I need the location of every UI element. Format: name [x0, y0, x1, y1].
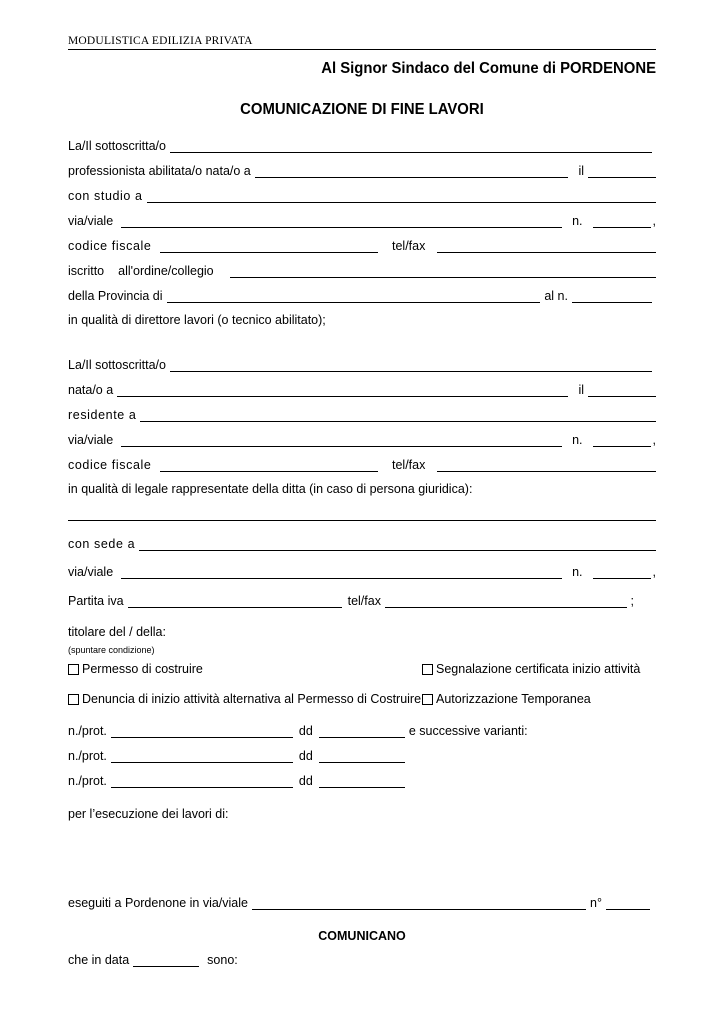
label-prot-1: n./prot. — [68, 724, 107, 738]
label-il-1: il — [578, 164, 584, 178]
row-che-in-data — [68, 952, 268, 969]
row-sede — [68, 536, 656, 553]
label-via-2: via/viale — [68, 433, 114, 447]
field-n-3[interactable] — [593, 565, 651, 579]
option-scia[interactable] — [422, 662, 640, 676]
field-luogo-nascita-2[interactable] — [117, 383, 568, 397]
field-che-in-data[interactable] — [133, 953, 199, 967]
row-prot-1 — [68, 723, 528, 740]
field-n-2[interactable] — [593, 433, 651, 447]
label-prot-3: n./prot. — [68, 774, 107, 788]
label-ordine: all'ordine/collegio — [118, 264, 214, 278]
label-sono: sono: — [207, 953, 238, 967]
field-n-1[interactable] — [593, 214, 651, 228]
field-prot-1[interactable] — [111, 724, 293, 738]
document-title — [0, 101, 724, 119]
option-permesso-label: Permesso di costruire — [82, 662, 203, 676]
row-studio — [68, 188, 656, 205]
semicolon: ; — [630, 594, 634, 608]
field-residente[interactable] — [140, 408, 656, 422]
field-prot-2[interactable] — [111, 749, 293, 763]
field-telfax-1[interactable] — [437, 239, 656, 253]
comma-3: , — [652, 565, 656, 579]
row-via-1 — [68, 213, 656, 230]
addressee: Al Signor Sindaco del Comune di PORDENONE — [321, 60, 656, 77]
row-professionista — [68, 163, 656, 180]
label-codice-1: codice fiscale — [68, 239, 152, 253]
header-text: MODULISTICA EDILIZIA PRIVATA — [68, 35, 253, 47]
field-data-nascita-2[interactable] — [588, 383, 656, 397]
option-scia-label: Segnalazione certificata inizio attività — [436, 662, 641, 676]
field-al-n[interactable] — [572, 289, 652, 303]
label-prot-2: n./prot. — [68, 749, 107, 763]
comunicano-heading: COMUNICANO — [318, 929, 406, 943]
row-piva — [68, 593, 656, 610]
label-eseguiti-num: n° — [590, 896, 602, 910]
label-sottoscritto-2: La/Il sottoscritta/o — [68, 358, 166, 372]
row-sottoscritto-2 — [68, 357, 656, 374]
field-dd-2[interactable] — [319, 749, 405, 763]
field-telfax-3[interactable] — [385, 594, 627, 608]
label-che-in-data: che in data — [68, 953, 130, 967]
esecuzione-label: per l’esecuzione dei lavori di: — [68, 807, 229, 821]
label-nata: nata/o a — [68, 383, 114, 397]
label-varianti: e successive varianti: — [408, 724, 528, 738]
field-piva[interactable] — [128, 594, 342, 608]
field-ordine[interactable] — [230, 264, 656, 278]
field-eseguiti-via[interactable] — [252, 896, 586, 910]
row-sottoscritto-1 — [68, 138, 656, 155]
label-codice-2: codice fiscale — [68, 458, 152, 472]
label-dd-1: dd — [298, 724, 313, 738]
checkbox-permesso[interactable] — [68, 664, 79, 675]
label-telfax-2: tel/fax — [392, 458, 426, 472]
field-sottoscritto-2[interactable] — [170, 358, 652, 372]
label-residente: residente a — [68, 408, 137, 422]
field-provincia[interactable] — [167, 289, 541, 303]
field-dd-1[interactable] — [319, 724, 405, 738]
field-via-3[interactable] — [121, 565, 562, 579]
row-prot-2 — [68, 748, 408, 765]
field-via-2[interactable] — [121, 433, 562, 447]
comma-1: , — [652, 214, 656, 228]
checkbox-autorizzazione[interactable] — [422, 694, 433, 705]
row-prot-3 — [68, 773, 408, 790]
field-studio[interactable] — [147, 189, 656, 203]
label-provincia: della Provincia di — [68, 289, 163, 303]
field-telfax-2[interactable] — [437, 458, 656, 472]
qualita-legale: in qualità di legale rappresentate della ditta (in caso di persona giuridica): — [68, 482, 473, 496]
label-sottoscritto-1: La/Il sottoscritta/o — [68, 139, 166, 153]
label-n-3: n. — [572, 565, 583, 579]
label-telfax-3: tel/fax — [347, 594, 381, 608]
checkbox-scia[interactable] — [422, 664, 433, 675]
field-via-1[interactable] — [121, 214, 562, 228]
label-dd-2: dd — [298, 749, 313, 763]
row-ditta — [68, 506, 656, 523]
field-prot-3[interactable] — [111, 774, 293, 788]
option-autorizzazione-label: Autorizzazione Temporanea — [436, 692, 591, 706]
row-via-3 — [68, 564, 656, 581]
row-codice-1 — [68, 238, 656, 255]
field-luogo-nascita-1[interactable] — [255, 164, 569, 178]
row-via-2 — [68, 432, 656, 449]
label-eseguiti: eseguiti a Pordenone in via/viale — [68, 896, 248, 910]
field-codice-1[interactable] — [160, 239, 378, 253]
field-sede[interactable] — [139, 537, 656, 551]
titolare-hint: (spuntare condizione) — [68, 645, 155, 655]
label-iscritto: iscritto — [68, 264, 105, 278]
field-ditta[interactable] — [68, 507, 656, 521]
label-il-2: il — [578, 383, 584, 397]
document-title-text: COMUNICAZIONE DI FINE LAVORI — [240, 101, 484, 118]
field-eseguiti-num[interactable] — [606, 896, 650, 910]
label-via-3: via/viale — [68, 565, 114, 579]
row-provincia — [68, 288, 656, 305]
comma-2: , — [652, 433, 656, 447]
field-data-nascita-1[interactable] — [588, 164, 656, 178]
label-n-2: n. — [572, 433, 583, 447]
row-codice-2 — [68, 457, 656, 474]
label-professionista: professionista abilitata/o nata/o a — [68, 164, 251, 178]
row-nata — [68, 382, 656, 399]
option-dia-label: Denuncia di inizio attività alternativa al Permesso di Costruire — [82, 692, 422, 706]
row-residente — [68, 407, 656, 424]
option-dia[interactable] — [68, 692, 421, 706]
label-sede: con sede a — [68, 537, 136, 551]
option-permesso[interactable] — [68, 662, 203, 676]
label-al-n: al n. — [544, 289, 568, 303]
label-n-1: n. — [572, 214, 583, 228]
label-telfax-1: tel/fax — [392, 239, 426, 253]
row-iscritto — [68, 263, 656, 280]
label-piva: Partita iva — [68, 594, 124, 608]
option-autorizzazione[interactable] — [422, 692, 591, 706]
titolare-label: titolare del / della: — [68, 625, 166, 639]
qualita-direttore: in qualità di direttore lavori (o tecnico abilitato); — [68, 313, 326, 327]
label-studio: con studio a — [68, 189, 143, 203]
header-rule — [68, 49, 656, 50]
field-dd-3[interactable] — [319, 774, 405, 788]
field-sottoscritto-1[interactable] — [170, 139, 652, 153]
checkbox-dia[interactable] — [68, 694, 79, 705]
row-eseguiti — [68, 895, 650, 912]
label-via-1: via/viale — [68, 214, 114, 228]
field-codice-2[interactable] — [160, 458, 378, 472]
label-dd-3: dd — [298, 774, 313, 788]
